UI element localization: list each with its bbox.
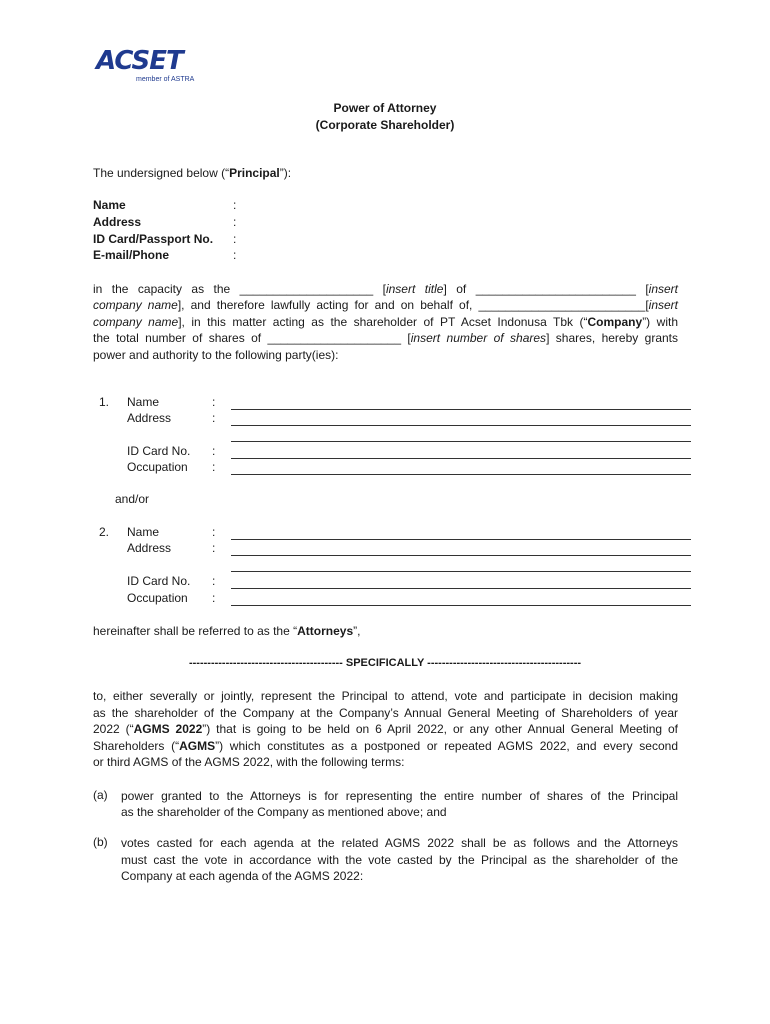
body-line-2: as the shareholder of the Company at the Company’s Annual General Meeting of Shareholders of year [93,706,678,720]
placeholder-company: company name [93,315,179,329]
colon: : [212,574,216,588]
logo-tagline: member of ASTRA [136,76,195,83]
principal-id-label: ID Card/Passport No. [93,232,214,246]
attorney-2-address-field[interactable] [231,555,691,556]
attorney-2-address-label: Address [127,541,172,555]
attorney-1-address-field-2[interactable] [231,441,691,442]
company-term: Company [587,315,643,329]
principal-address-label: Address [93,215,142,229]
text: the total number of shares of ____________________ [ [93,331,411,345]
body-line-1: to, either severally or jointly, represent the Principal to attend, vote and participate in decision making [93,689,678,703]
principal-name-label: Name [93,198,126,212]
placeholder-insert: insert [648,282,678,296]
body-line-5: or third AGMS of the AGMS 2022, with the following terms: [93,755,405,769]
colon: : [212,395,216,409]
hereinafter-line [93,623,678,640]
text: in the capacity as the ____________________ [ [93,282,386,296]
attorney-1-occupation-label: Occupation [127,460,188,474]
text: ], and therefore lawfully acting for and on behalf of, _________________________[ [177,298,649,312]
attorney-2-number: 2. [99,525,110,539]
logo-brand: ACSET [96,46,183,76]
body-line-4 [93,738,678,755]
andor-text: and/or [115,492,150,506]
attorney-2-name-field[interactable] [231,539,691,540]
text: ”) which constitutes as a postponed or repeated AGMS 2022, and every second [215,739,678,753]
text: ] of ________________________ [ [443,282,649,296]
text: hereinafter shall be referred to as the “ [93,624,298,638]
text: ], in this matter acting as the shareholder of PT Acset Indonusa Tbk (“ [178,315,588,329]
placeholder-shares: insert number of shares [410,331,547,345]
attorneys-term: Attorneys [297,624,354,638]
colon: : [212,460,216,474]
text: ”) that is going to be held on 6 April 2022, or any other Annual General Meeting of [202,722,678,736]
attorney-2-occupation-field[interactable] [231,605,691,606]
term-b-line-3: Company at each agenda of the AGMS 2022: [121,869,364,883]
attorney-1-address-label: Address [127,411,172,425]
colon: : [233,232,237,246]
specifically-divider: ------------------------------------------ SPECIFICALLY ------------------------------------------ [188,657,582,669]
attorney-1-number: 1. [99,395,110,409]
text: ”) with [642,315,678,329]
attorney-1-id-field[interactable] [231,458,691,459]
colon: : [233,198,237,212]
text: 2022 (“ [93,722,134,736]
text: ] shares, hereby grants [546,331,679,345]
capacity-line-5: power and authority to the following party(ies): [93,348,339,362]
colon: : [233,215,237,229]
colon: : [212,591,216,605]
placeholder-insert: insert [648,298,678,312]
principal-term: Principal [229,166,280,180]
attorney-2-id-field[interactable] [231,588,691,589]
attorney-1-occupation-field[interactable] [231,474,691,475]
capacity-line-1 [93,281,678,298]
principal-email-label: E-mail/Phone [93,248,170,262]
colon: : [212,411,216,425]
colon: : [212,444,216,458]
term-a-line-2: as the shareholder of the Company as mentioned above; and [121,805,447,819]
intro-post: ”): [279,166,292,180]
attorney-1-name-label: Name [127,395,160,409]
acset-logo [96,48,206,88]
colon: : [212,541,216,555]
agms-2022-term: AGMS 2022 [133,722,203,736]
attorney-1-address-field[interactable] [231,425,691,426]
document-title: Power of Attorney [333,101,437,115]
agms-term: AGMS [179,739,216,753]
colon: : [212,525,216,539]
term-a-label: (a) [93,788,108,802]
colon: : [233,248,237,262]
intro-pre: The undersigned below (“ [93,166,230,180]
placeholder-company: company name [93,298,178,312]
document-subtitle: (Corporate Shareholder) [315,118,455,132]
attorney-2-address-field-2[interactable] [231,571,691,572]
attorney-2-occupation-label: Occupation [127,591,188,605]
capacity-line-4 [93,330,678,347]
term-a-line-1: power granted to the Attorneys is for representing the entire number of shares of the Principal [121,789,678,803]
capacity-line-3 [93,314,678,331]
attorney-1-name-field[interactable] [231,409,691,410]
intro-line [93,165,678,182]
placeholder-title: insert title [385,282,444,296]
body-line-3 [93,721,678,738]
attorney-2-name-label: Name [127,525,160,539]
attorney-1-id-label: ID Card No. [127,444,191,458]
attorney-2-id-label: ID Card No. [127,574,191,588]
term-b-line-2: must cast the vote in accordance with the vote casted by the Principal as the shareholder of the [121,853,678,867]
text: ”, [353,624,361,638]
capacity-line-2 [93,297,678,314]
term-b-label: (b) [93,835,108,849]
term-b-line-1: votes casted for each agenda at the related AGMS 2022 shall be as follows and the Attorneys [121,836,678,850]
text: Shareholders (“ [93,739,180,753]
